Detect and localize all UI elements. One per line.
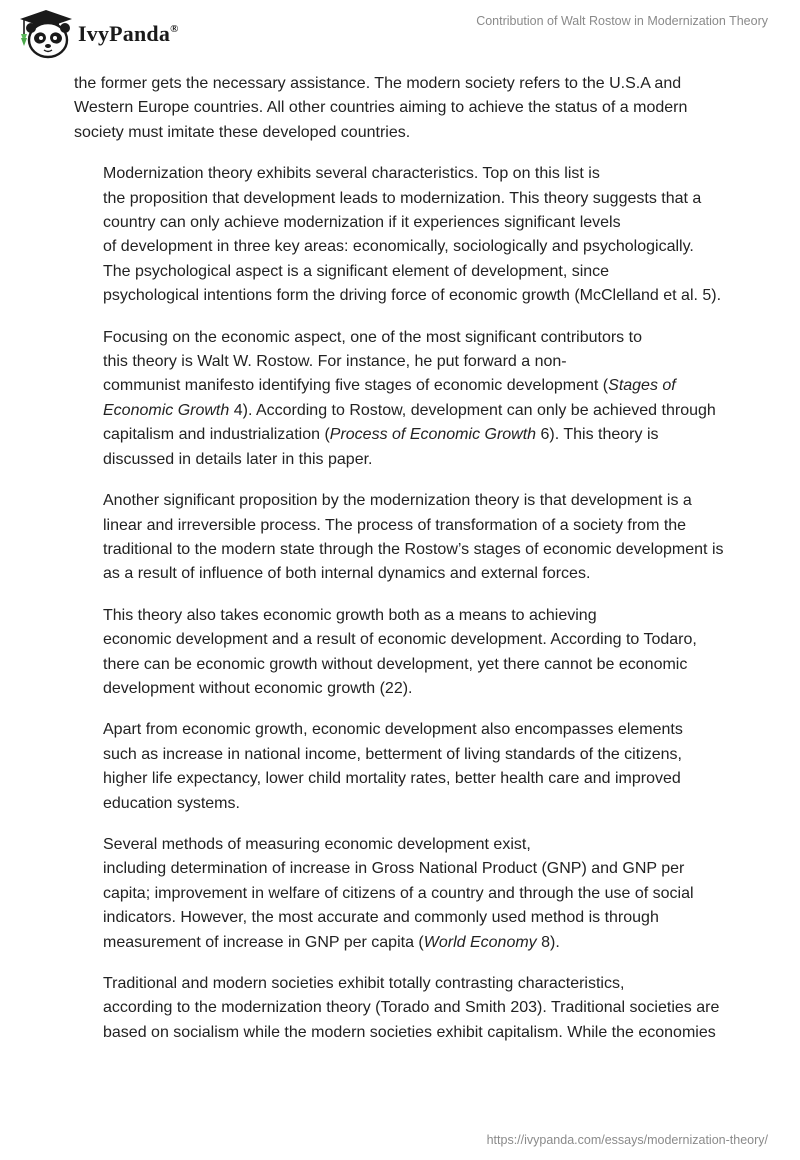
citation-title: World Economy: [423, 933, 537, 951]
paragraph-5: [74, 604, 734, 702]
text-line: including determination of increase in Gross National Product (GNP) and GNP per: [103, 860, 685, 878]
text-line: economic development and a result of economic development. According to Todaro,: [103, 631, 697, 649]
text-line: of development in three key areas: economically, sociologically and psychologically.: [103, 238, 694, 256]
text-line: this theory is Walt W. Rostow. For instance, he put forward a non-: [103, 353, 567, 371]
paragraph-1: [74, 72, 734, 145]
text-line: Western Europe countries. All other countries aiming to achieve the status of a modern: [74, 99, 688, 117]
text-line: discussed in details later in this paper.: [103, 450, 373, 468]
text-line: the proposition that development leads to modernization. This theory suggests that a: [103, 189, 702, 207]
text-line: according to the modernization theory (Torado and Smith 203). Traditional societies are: [103, 999, 720, 1017]
text-line: education systems.: [103, 794, 240, 812]
source-url-link[interactable]: https://ivypanda.com/essays/modernization-theory/: [486, 1133, 768, 1147]
paragraph-6: [74, 718, 734, 816]
text-line: psychological intentions form the driving force of economic growth (McClelland et al. 5).: [103, 287, 722, 305]
page-header: [0, 0, 800, 70]
text-line: linear and irreversible process. The process of transformation of a society from the: [103, 516, 687, 534]
text-line: country can only achieve modernization if it experiences significant levels: [103, 214, 621, 232]
paragraph-2: [74, 162, 734, 308]
ivypanda-logo-icon[interactable]: [16, 8, 76, 60]
text-line: communist manifesto identifying five stages of economic development (Stages of: [103, 377, 676, 395]
text-line: society must imitate these developed countries.: [74, 123, 411, 141]
text-line: Focusing on the economic aspect, one of the most significant contributors to: [103, 328, 642, 346]
text-line: Economic Growth 4). According to Rostow, development can only be achieved through: [103, 401, 716, 419]
text-line: higher life expectancy, lower child mortality rates, better health care and improved: [103, 770, 681, 788]
text-line: the former gets the necessary assistance. The modern society refers to the U.S.A and: [74, 75, 682, 92]
paragraph-8: [74, 972, 734, 1045]
text-line: development without economic growth (22).: [103, 679, 413, 697]
text-line: Several methods of measuring economic development exist,: [103, 835, 531, 853]
document-title: Contribution of Walt Rostow in Modernization Theory: [476, 14, 768, 28]
paragraph-7: [74, 833, 734, 955]
text-line: traditional to the modern state through the Rostow’s stages of economic development is: [103, 540, 724, 558]
text-line: as a result of influence of both internal dynamics and external forces.: [103, 565, 591, 583]
text-line: capitalism and industrialization (Process of Economic Growth 6). This theory is: [103, 426, 659, 444]
text-line: This theory also takes economic growth both as a means to achieving: [103, 606, 597, 624]
paragraph-3: [74, 326, 734, 472]
text-line: there can be economic growth without development, yet there cannot be economic: [103, 655, 688, 673]
text-line: indicators. However, the most accurate and commonly used method is through: [103, 909, 659, 927]
text-line: measurement of increase in GNP per capita (World Economy 8).: [103, 933, 560, 951]
text-line: Apart from economic growth, economic development also encompasses elements: [103, 721, 683, 739]
citation-title: Economic Growth: [103, 401, 230, 419]
brand-name[interactable]: IvyPanda®: [78, 21, 179, 46]
text-line: Traditional and modern societies exhibit totally contrasting characteristics,: [103, 975, 625, 992]
text-line: such as increase in national income, betterment of living standards of the citizens,: [103, 745, 682, 763]
citation-title: Stages of: [608, 377, 676, 395]
essay-body: [74, 72, 734, 1062]
text-line: Another significant proposition by the modernization theory is that development is a: [103, 492, 692, 510]
text-line: capita; improvement in welfare of citizens of a country and through the use of social: [103, 884, 694, 902]
paragraph-4: [74, 489, 734, 587]
text-line: The psychological aspect is a significant element of development, since: [103, 262, 610, 280]
text-line: based on socialism while the modern societies exhibit capitalism. While the economies: [103, 1023, 716, 1041]
citation-title: Process of Economic Growth: [329, 426, 537, 444]
text-line: Modernization theory exhibits several characteristics. Top on this list is: [103, 165, 600, 183]
